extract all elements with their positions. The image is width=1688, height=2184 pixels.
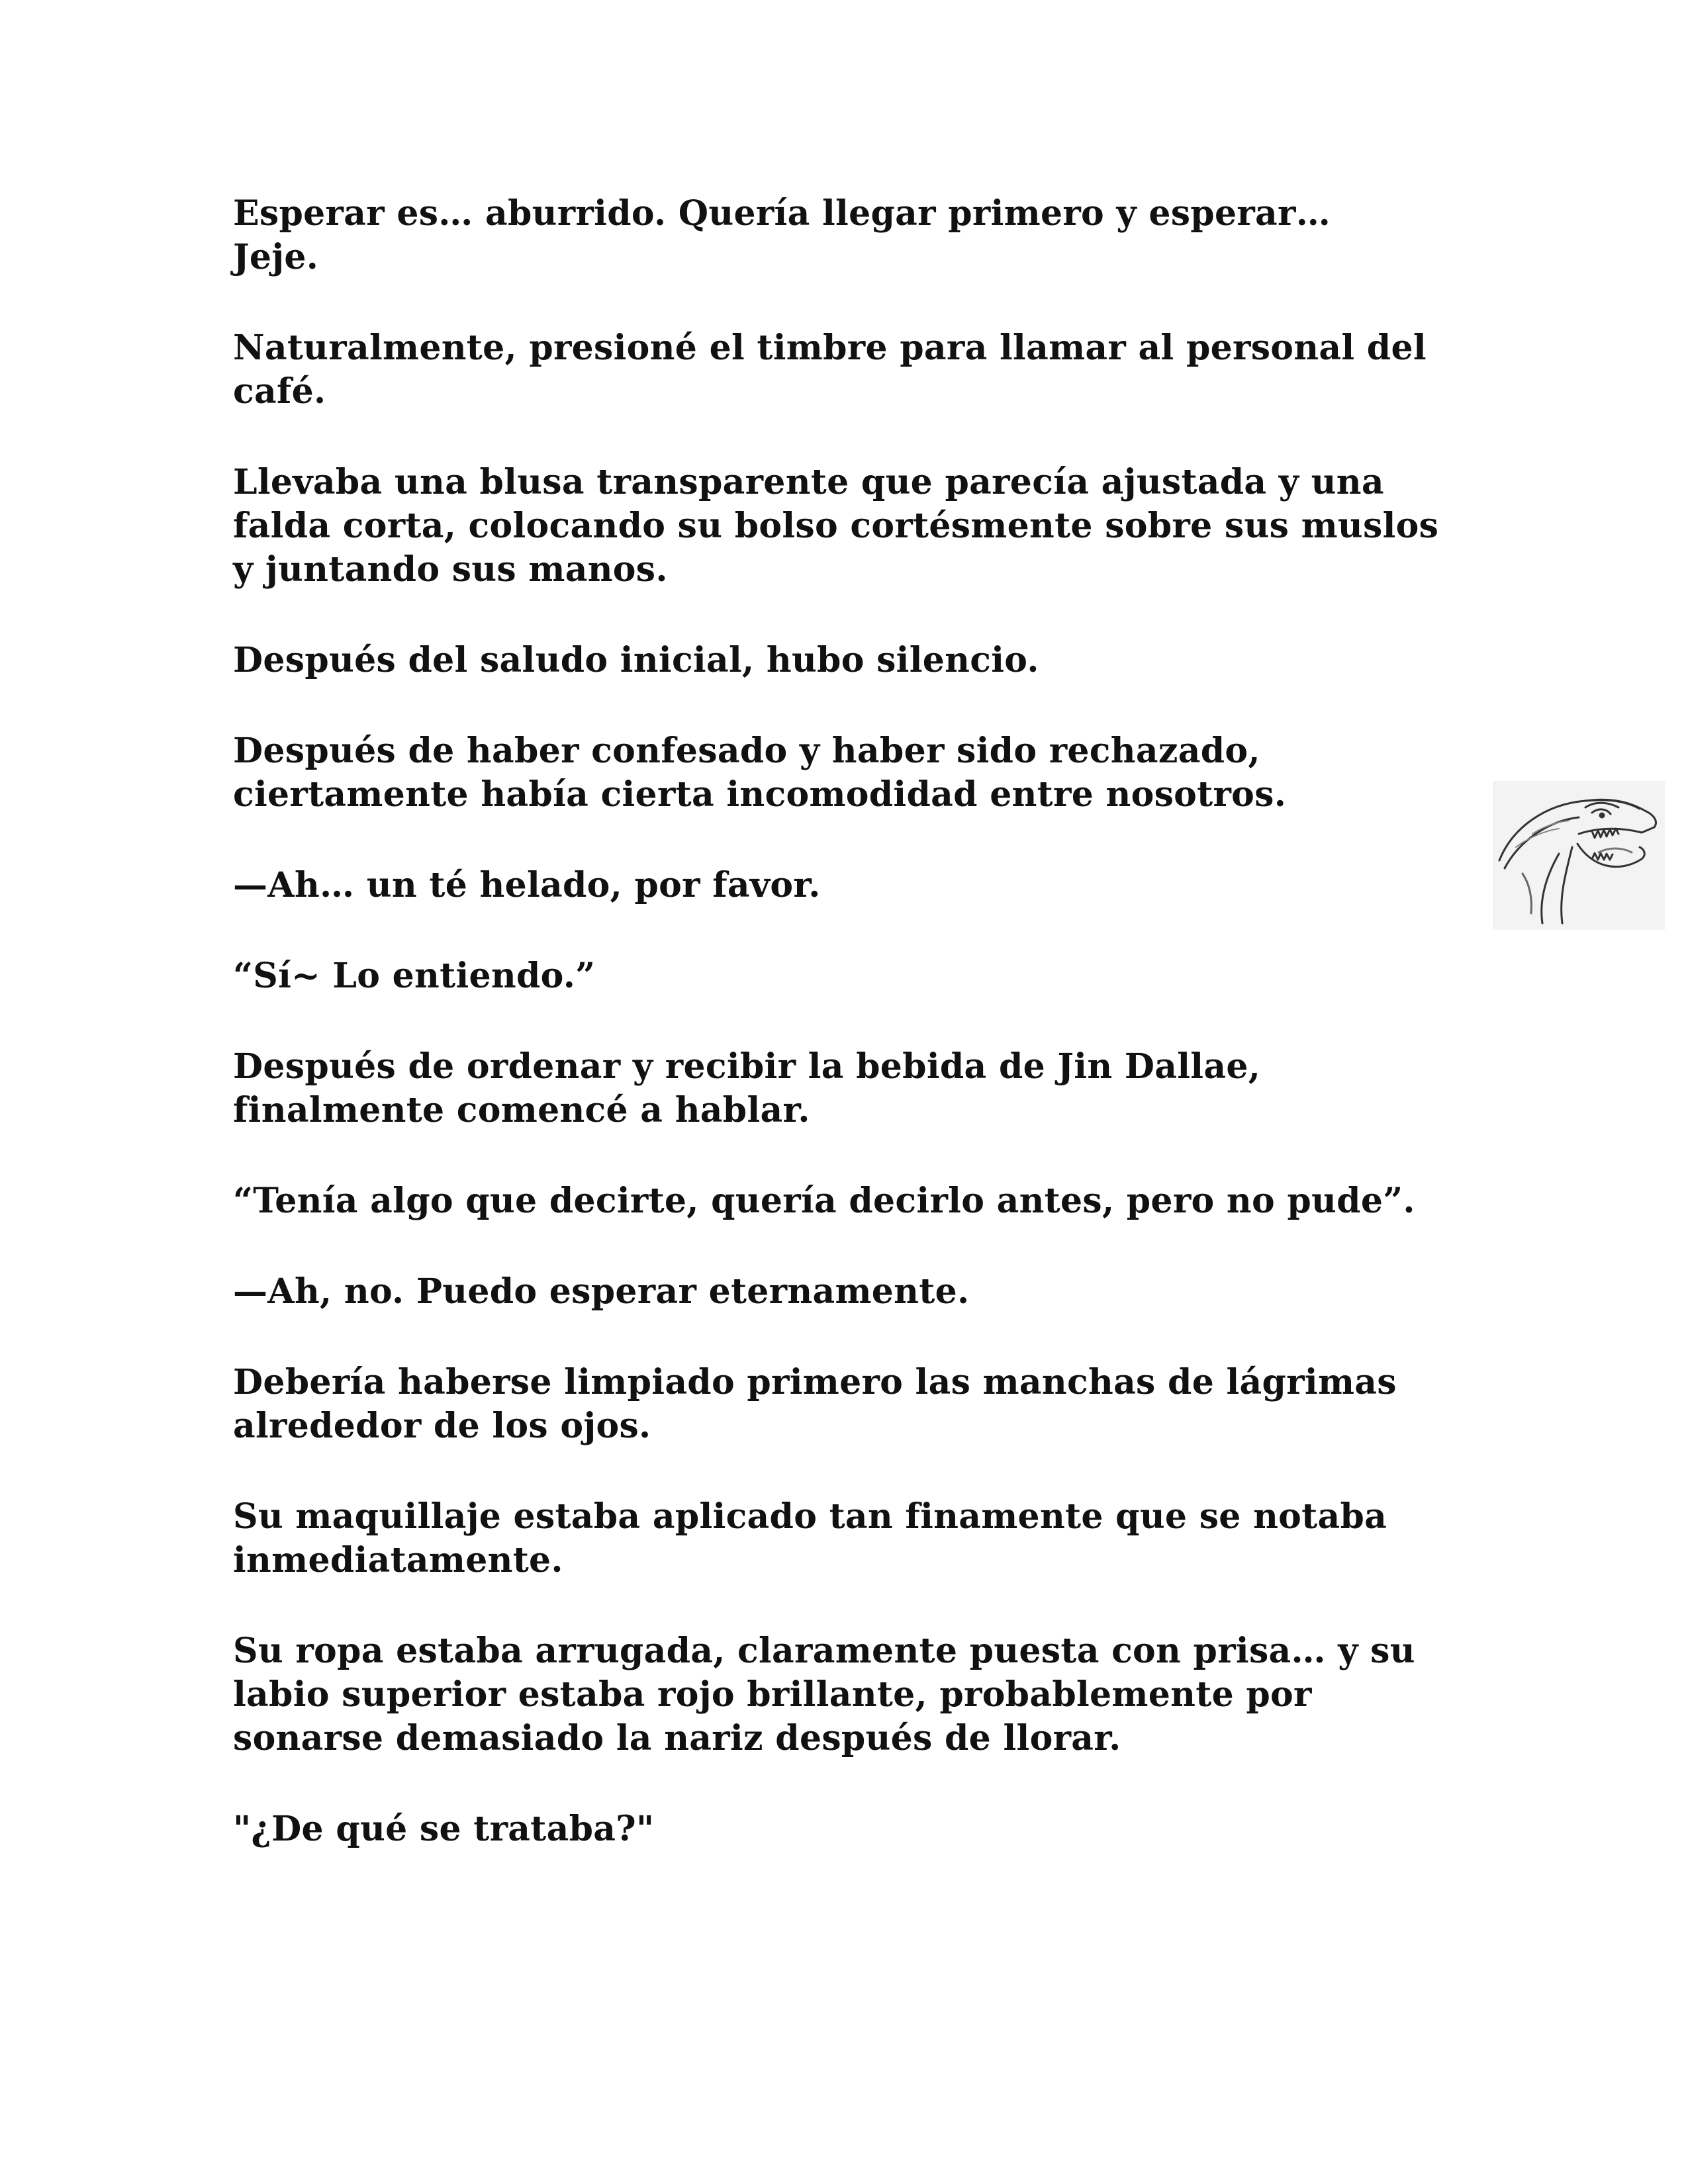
paragraph-9: “Tenía algo que decirte, quería decirlo antes, pero no pude”. <box>233 1181 1415 1221</box>
paragraph-5: Después de haber confesado y haber sido rechazado, ciertamente había cierta incomodidad entre nosotros. <box>233 731 1287 815</box>
paragraph-14: "¿De qué se trataba?" <box>233 1809 655 1849</box>
paragraph-11: Debería haberse limpiado primero las manchas de lágrimas alrededor de los ojos. <box>233 1362 1397 1446</box>
paragraph-7: “Sí~ Lo entiendo.” <box>233 956 596 996</box>
paragraph-10: —Ah, no. Puedo esperar eternamente. <box>233 1271 970 1312</box>
body-text <box>233 192 1464 1898</box>
dinosaur-head-icon <box>1493 781 1665 930</box>
paragraph-3: Llevaba una blusa transparente que parecía ajustada y una falda corta, colocando su bolso cortésmente sobre sus muslos y juntando sus manos. <box>233 462 1439 590</box>
paragraph-8: Después de ordenar y recibir la bebida de Jin Dallae, finalmente comencé a hablar. <box>233 1046 1261 1130</box>
paragraph-13: Su ropa estaba arrugada, claramente puesta con prisa… y su labio superior estaba rojo brillante, probablemente por sonarse demasiado la nariz después de llorar. <box>233 1631 1415 1758</box>
paragraph-1: Esperar es… aburrido. Quería llegar primero y esperar… Jeje. <box>233 193 1331 277</box>
paragraph-12: Su maquillaje estaba aplicado tan finamente que se notaba inmediatamente. <box>233 1496 1387 1580</box>
paragraph-2: Naturalmente, presioné el timbre para llamar al personal del café. <box>233 328 1427 412</box>
paragraph-4: Después del saludo inicial, hubo silencio. <box>233 640 1039 680</box>
paragraph-6: —Ah… un té helado, por favor. <box>233 865 821 905</box>
